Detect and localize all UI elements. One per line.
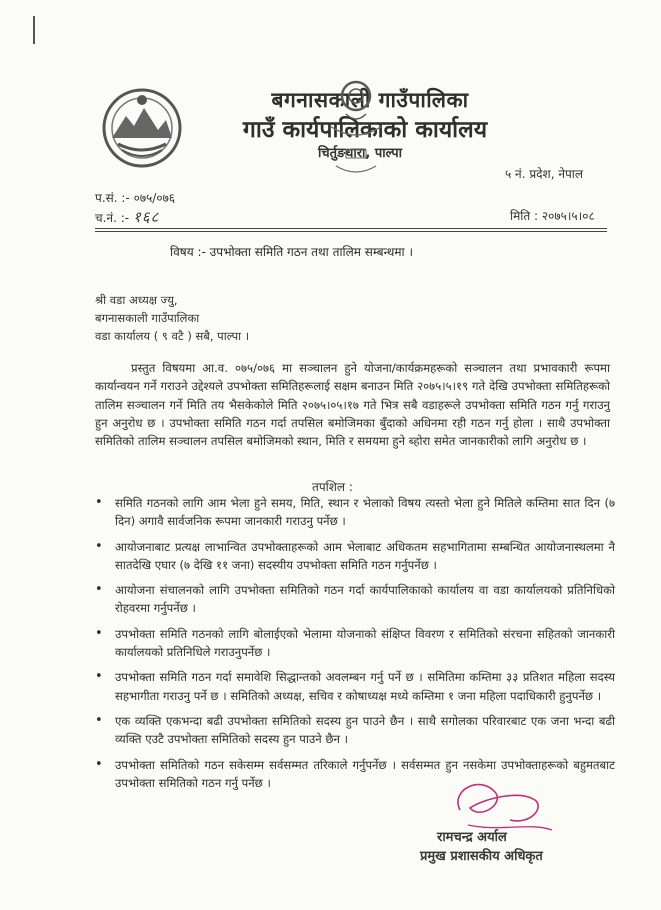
recipient-line-2: बगनासकाली गाउँपालिका (95, 311, 200, 325)
reference-ps (95, 189, 175, 206)
cn-label: च.नं. :- (95, 211, 130, 225)
list-item-text: आयोजनाबाट प्रत्यक्ष लाभान्वित उपभोक्ताहरूको आम भेलाबाट अधिकतम सहभागितामा सम्बन्धित आयोजनास्थलमा नै सातदेखि एघार (७ देखि ११ जना) सदस्यीय उपभोक्ता समिति गठन गर्नुपर्नेछ । (115, 539, 615, 572)
ps-value: ०७५/०७६ (133, 191, 176, 205)
bullet-icon: • (95, 756, 103, 772)
municipality-title: बगनासकाली गाउँपालिका (271, 88, 469, 112)
list-item (95, 668, 615, 705)
list-item-text: आयोजना संचालनको लागि उपभोक्ता समितिको गठन गर्दा कार्यपालिकाको कार्यालय वा वडा कार्यालयको प्रतिनिधिको रोहवरमा गर्नुपर्नेछ । (115, 583, 615, 616)
list-title: तपशिल : (312, 480, 353, 494)
recipient-line-3: वडा कार्यालय ( ९ वटै ) सबै, पाल्पा । (95, 329, 250, 343)
list-item (95, 712, 615, 749)
recipient-line-1: श्री वडा अध्यक्ष ज्यु, (95, 293, 178, 307)
reference-cn (95, 207, 159, 227)
binder-mark (33, 16, 35, 44)
bullet-icon: • (95, 582, 103, 598)
header-divider-secondary (95, 231, 607, 232)
list-item-text: एक व्यक्ति एकभन्दा बढी उपभोक्ता समितिको सदस्य हुन पाउने छैन । साथै सगोलका परिवारबाट एक जना भन्दा बढी व्यक्ति एउटै उपभोक्ता समितिको सदस्य हुन पाउने छैन । (115, 713, 615, 747)
subject-line: विषय :- उपभोक्ता समिति गठन तथा तालिम सम्बन्धमा । (170, 245, 413, 259)
conditions-list (95, 494, 615, 799)
date-value: २०७५।५।०८ (541, 209, 595, 223)
signatory-name: रामचन्द्र अर्याल (437, 830, 507, 845)
nepal-emblem-icon (100, 86, 184, 170)
bullet-icon: • (95, 625, 103, 641)
bullet-icon: • (95, 495, 103, 510)
bullet-icon: • (95, 669, 103, 685)
list-item (95, 581, 615, 618)
list-item-text: उपभोक्ता समिति गठन गर्दा समावेशि सिद्धान्तको अवलम्बन गर्नु पर्ने छ । समितिमा कम्तिमा ३३ प्रतिशत महिला सदस्य सहभागीता गराउनु पर्ने छ । समितिको अध्यक्ष, सचिव र कोषाध्यक्ष मध्ये कम्तिमा १ जना महिला पदाधिकारी हुनुपर्नेछ । (115, 670, 615, 703)
office-stamp-icon (316, 74, 396, 186)
bullet-icon: • (95, 538, 103, 554)
body-paragraph: प्रस्तुत विषयमा आ.व. ०७५/०७६ मा सञ्चालन हुने योजना/कार्यक्रमहरूको सञ्चालन तथा प्रभावकारी रूपमा कार्यान्वयन गर्ने गराउने उद्देश्यले उपभोक्ता समितिहरूलाई सक्षम बनाउन मिति २०७५।५।१९ गते देखि उपभोक्ता समितिहरूको तालिम सञ्चालन गर्ने मिति तय भैसकेकोले मिति २०७५।०५।१७ गते भित्र सबै वडाहरूले उपभोक्ता समिति गठन गर्नु गराउनु हुन अनुरोध छ । उपभोक्ता समिति गठन गर्दा तपसिल बमोजिमका बुँदाको अधिनमा रही गठन गर्नु होला । साथै उपभोक्ता समितिको तालिम सञ्चालन तपसिल बमोजिमको स्थान, मिति र समयमा हुने ब्होरा समेत जानकारीको लागि अनुरोध छ । (95, 361, 610, 449)
date-label: मिति : (510, 209, 539, 223)
cn-value: १६८ (132, 208, 160, 226)
list-item (95, 538, 615, 575)
ps-label: प.सं. :- (95, 191, 130, 205)
office-title: गाउँ कार्यपालिकाको कार्यालय (242, 117, 488, 143)
signatory-title: प्रमुख प्रशासकीय अधिकृत (420, 849, 543, 864)
province-label: ५ नं. प्रदेश, नेपाल (505, 167, 584, 181)
list-item-text: समिति गठनको लागि आम भेला हुने समय, मिति, स्थान र भेलाको विषय त्यस्तो भेला हुने मितिले कम्तिमा सात दिन (७ दिन) अगावै सार्वजनिक रूपमा जानकारी गराउनु पर्नेछ । (115, 496, 615, 529)
list-item (95, 494, 615, 531)
header-divider (95, 228, 607, 229)
office-location: चिर्तुङधारा, पाल्पा (318, 146, 402, 161)
letter-date (510, 207, 595, 224)
bullet-icon: • (95, 712, 103, 728)
list-item (95, 625, 615, 662)
list-item-text: उपभोक्ता समितिको गठन सकेसम्म सर्वसम्मत तरिकाले गर्नुपर्नेछ । सर्वसम्मत हुन नसकेमा उपभोक्ताहरूको बहुमतबाट उपभोक्ता समितिको गठन गर्नु पर्नेछ । (115, 757, 615, 790)
list-item-text: उपभोक्ता समिति गठनको लागि बोलाईएको भेलामा योजनाको संक्षिप्त विवरण र समितिको संरचना सहितको जानकारी कार्यालयको प्रतिनिधिले गराउनुपर्नेछ । (115, 626, 615, 660)
